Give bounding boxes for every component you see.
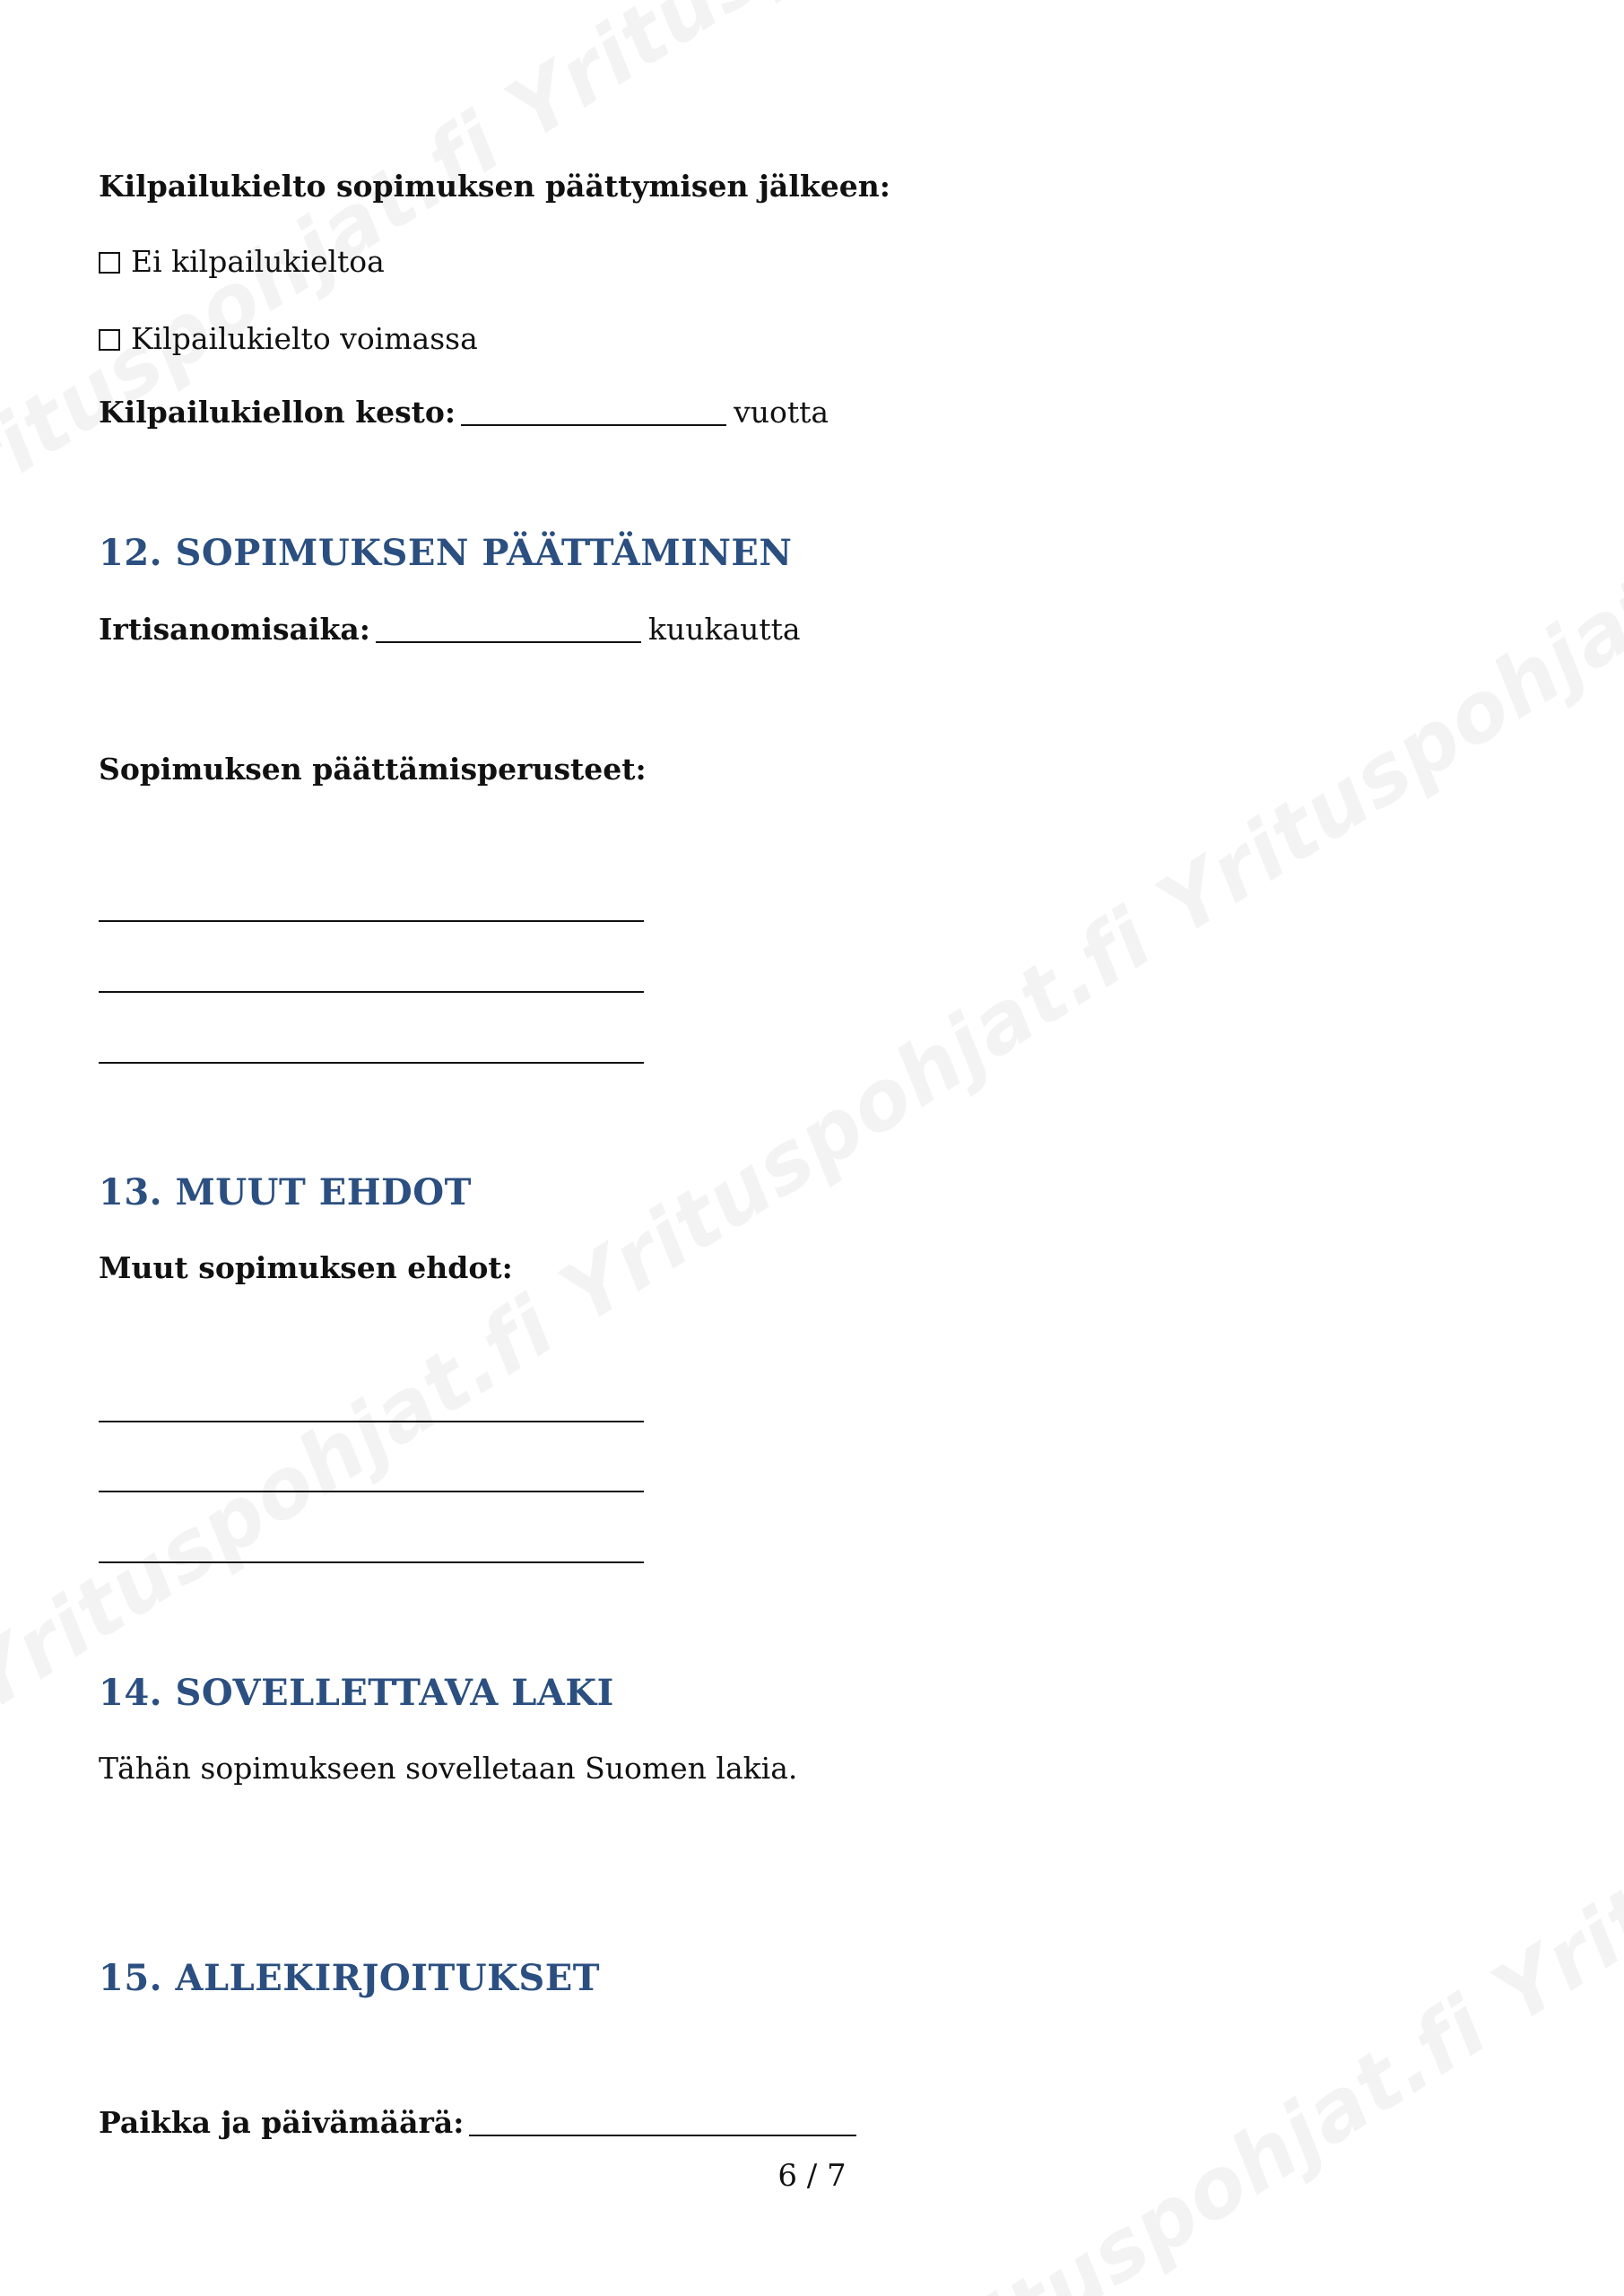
place-date-label: Paikka ja päivämäärä:	[99, 2105, 465, 2140]
section-15-heading: 15. ALLEKIRJOITUKSET	[99, 1957, 601, 1999]
other-terms-line-3[interactable]	[99, 1561, 644, 1563]
duration-label: Kilpailukiellon kesto:	[99, 395, 456, 430]
non-compete-title: Kilpailukielto sopimuksen päättymisen jälkeen:	[99, 169, 890, 204]
option-label: Kilpailukielto voimassa	[131, 321, 478, 356]
watermark	[0, 502, 1624, 1731]
option-no-noncompete[interactable]	[99, 244, 385, 279]
duration-field[interactable]	[461, 397, 726, 426]
section-13-heading: 13. MUUT EHDOT	[99, 1171, 472, 1213]
checkbox-icon[interactable]	[99, 329, 120, 351]
noncompete-duration-row	[99, 395, 829, 430]
termination-line-3[interactable]	[99, 1062, 644, 1064]
termination-grounds-label: Sopimuksen päättämisperusteet:	[99, 752, 647, 787]
notice-period-row	[99, 612, 801, 647]
duration-unit: vuotta	[734, 395, 829, 430]
notice-unit: kuukautta	[647, 612, 801, 647]
watermark	[879, 1202, 1624, 2296]
section-12-heading: 12. SOPIMUKSEN PÄÄTTÄMINEN	[99, 532, 793, 574]
checkbox-icon[interactable]	[99, 252, 120, 274]
notice-field[interactable]	[376, 614, 641, 643]
notice-label: Irtisanomisaika:	[99, 612, 370, 647]
place-date-row	[99, 2105, 864, 2140]
termination-line-1[interactable]	[99, 920, 644, 922]
other-terms-label: Muut sopimuksen ehdot:	[99, 1250, 513, 1285]
termination-line-2[interactable]	[99, 991, 644, 993]
option-noncompete-valid[interactable]	[99, 321, 478, 356]
place-date-field[interactable]	[469, 2108, 856, 2136]
governing-law-text: Tähän sopimukseen sovelletaan Suomen lakia.	[99, 1751, 798, 1786]
other-terms-line-2[interactable]	[99, 1491, 644, 1492]
other-terms-line-1[interactable]	[99, 1421, 644, 1422]
section-14-heading: 14. SOVELLETTAVA LAKI	[99, 1672, 614, 1714]
option-label: Ei kilpailukieltoa	[131, 244, 385, 279]
page-number: 6 / 7	[777, 2158, 847, 2194]
